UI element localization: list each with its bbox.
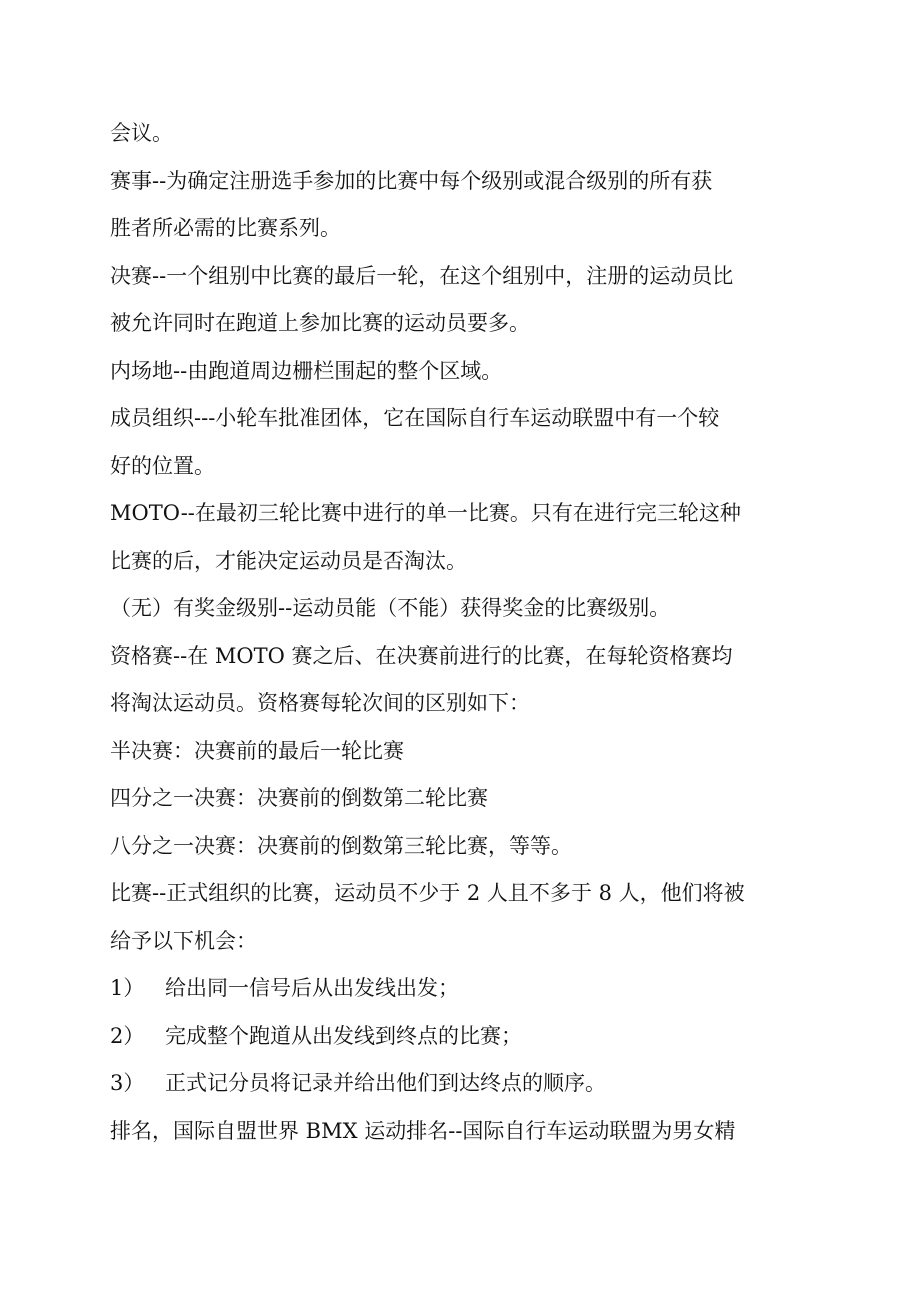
- text-line: MOTO--在最初三轮比赛中进行的单一比赛。只有在进行完三轮这种: [110, 501, 741, 525]
- text-line: 被允许同时在跑道上参加比赛的运动员要多。: [110, 311, 530, 335]
- text-line: 好的位置。: [110, 453, 215, 478]
- text-line: 赛事--为确定注册选手参加的比赛中每个级别或混合级别的所有获: [110, 168, 713, 193]
- text-line: 比赛--正式组织的比赛，运动员不少于 2 人且不多于 8 人，他们将被: [110, 881, 745, 905]
- text-line: 比赛的后，才能决定运动员是否淘汰。: [110, 548, 467, 573]
- text-line: 八分之一决赛：决赛前的倒数第三轮比赛，等等。: [110, 833, 572, 858]
- list-item-number: 3）: [110, 1071, 145, 1095]
- text-line: 决赛--一个组别中比赛的最后一轮，在这个组别中，注册的运动员比: [110, 263, 734, 288]
- list-item-text: 完成整个跑道从出发线到终点的比赛；: [165, 1023, 522, 1048]
- text-line: 资格赛--在 MOTO 赛之后、在决赛前进行的比赛，在每轮资格赛均: [110, 643, 733, 668]
- list-item: [110, 1013, 800, 1061]
- text-line: 将淘汰运动员。资格赛每轮次间的区别如下：: [110, 691, 530, 715]
- text-line: 会议。: [110, 121, 173, 145]
- text-line: 四分之一决赛：决赛前的倒数第二轮比赛: [110, 786, 488, 810]
- text-line: 胜者所必需的比赛系列。: [110, 216, 341, 240]
- list-item-number: 1）: [110, 976, 145, 1000]
- text-line: 排名，国际自盟世界 BMX 运动排名--国际自行车运动联盟为男女精: [110, 1118, 736, 1143]
- list-item: [110, 1060, 800, 1108]
- text-line: 半决赛：决赛前的最后一轮比赛: [110, 738, 404, 763]
- text-line: （无）有奖金级别--运动员能（不能）获得奖金的比赛级别。: [110, 596, 671, 620]
- list-item-number: 2）: [110, 1023, 145, 1048]
- text-line: 内场地--由跑道周边栅栏围起的整个区域。: [110, 358, 503, 383]
- text-line: 给予以下机会：: [110, 928, 257, 953]
- list-item-text: 给出同一信号后从出发线出发；: [165, 976, 459, 1000]
- text-line: 成员组织---小轮车批准团体，它在国际自行车运动联盟中有一个较: [110, 406, 720, 430]
- list-item-text: 正式记分员将记录并给出他们到达终点的顺序。: [165, 1071, 606, 1095]
- document-body: [110, 110, 800, 1155]
- list-item: [110, 965, 800, 1013]
